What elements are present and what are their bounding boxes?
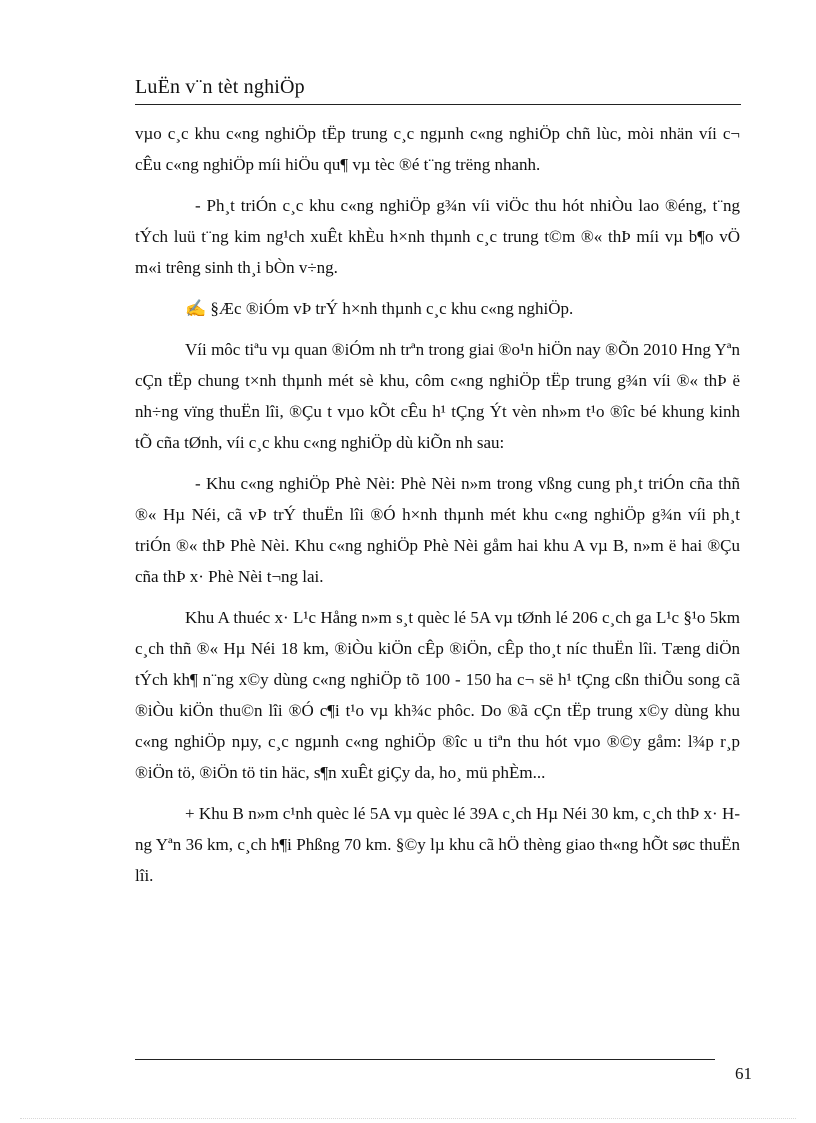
section-heading: ✍ §Æc ®iÓm vÞ trÝ h×nh thµnh c¸c khu c«ng nghiÖp. [185, 299, 574, 318]
paragraph-continuation: vµo c¸c khu c«ng nghiÖp tËp trung c¸c ngµnh c«ng nghiÖp chñ lùc, mòi nhän víi c¬ cÊu c«ng nghiÖp míi hiÖu qu¶ vµ tèc ®é t¨ng trëng nhanh. [135, 124, 740, 174]
body-text [135, 118, 740, 901]
page-edge-dotted-line [20, 1118, 796, 1119]
page-number: 61 [735, 1064, 752, 1083]
footer-divider [135, 1059, 715, 1060]
paragraph-bullet-pho-noi: - Khu c«ng nghiÖp Phè Nèi: Phè Nèi n»m trong vßng cung ph¸t triÓn cña thñ ®« Hµ Néi, cã vÞ trÝ thuËn lîi ®Ó h×nh thµnh mét khu c«ng nghiÖp g¾n víi ph¸t triÓn ®« thÞ Phè Nèi. Khu c«ng nghiÖp Phè Nèi gåm hai khu A vµ B, n»m ë hai ®Çu cña thÞ x· Phè Nèi t¬ng lai. [135, 474, 740, 586]
paragraph-zone-a: Khu A thuéc x· L¹c Hång n»m s¸t quèc lé 5A vµ tØnh lé 206 c¸ch ga L¹c §¹o 5km c¸ch thñ ®« Hµ Néi 18 km, ®iÒu kiÖn cÊp ®iÖn, cÊp tho¸t níc thuËn lîi. Tæng diÖn tÝch kh¶ n¨ng x©y dùng c«ng nghiÖp tõ 100 - 150 ha c¬ së h¹ tÇng cßn thiÕu song cã ®iÒu kiÖn thu©n lîi ®Ó c¶i t¹o vµ kh¾c phôc. Do ®ã cÇn tËp trung x©y dùng khu c«ng nghiÖp nµy, c¸c ngµnh c«ng nghiÖp ®îc u tiªn thu hót vµo ®©y gåm: l¾p r¸p ®iÖn tö, ®iÖn tö tin häc, s¶n xuÊt giÇy da, ho¸ mü phÈm... [135, 608, 740, 782]
paragraph-objectives: Víi môc tiªu vµ quan ®iÓm nh trªn trong giai ®o¹n hiÖn nay ®Õn 2010 Hng Yªn cÇn tËp chung t×nh thµnh mét sè khu, côm c«ng nghiÖp tËp trung g¾n víi ®« thÞ ë nh÷ng vïng thuËn lîi, ®Çu t vµo kÕt cÊu h¹ tÇng Ýt vèn nh»m t¹o ®îc bé khung kinh tÕ cña tØnh, víi c¸c khu c«ng nghiÖp dù kiÕn nh sau: [135, 340, 740, 452]
header-divider [135, 104, 741, 105]
paragraph-bullet-development: - Ph¸t triÓn c¸c khu c«ng nghiÖp g¾n víi viÖc thu hót nhiÒu lao ®éng, t¨ng tÝch luü t¨ng kim ng¹ch xuÊt khÈu h×nh thµnh c¸c trung t©m ®« thÞ míi vµ b¶o vÖ m«i trêng sinh th¸i bÒn v÷ng. [135, 196, 740, 277]
running-header: LuËn v¨n tèt nghiÖp [135, 76, 305, 98]
paragraph-zone-b: + Khu B n»m c¹nh quèc lé 5A vµ quèc lé 39A c¸ch Hµ Néi 30 km, c¸ch thÞ x· Hng Yªn 36 km, c¸ch h¶i Phßng 70 km. §©y lµ khu cã hÖ thèng giao th«ng hÕt søc thuËn lîi. [135, 804, 740, 885]
